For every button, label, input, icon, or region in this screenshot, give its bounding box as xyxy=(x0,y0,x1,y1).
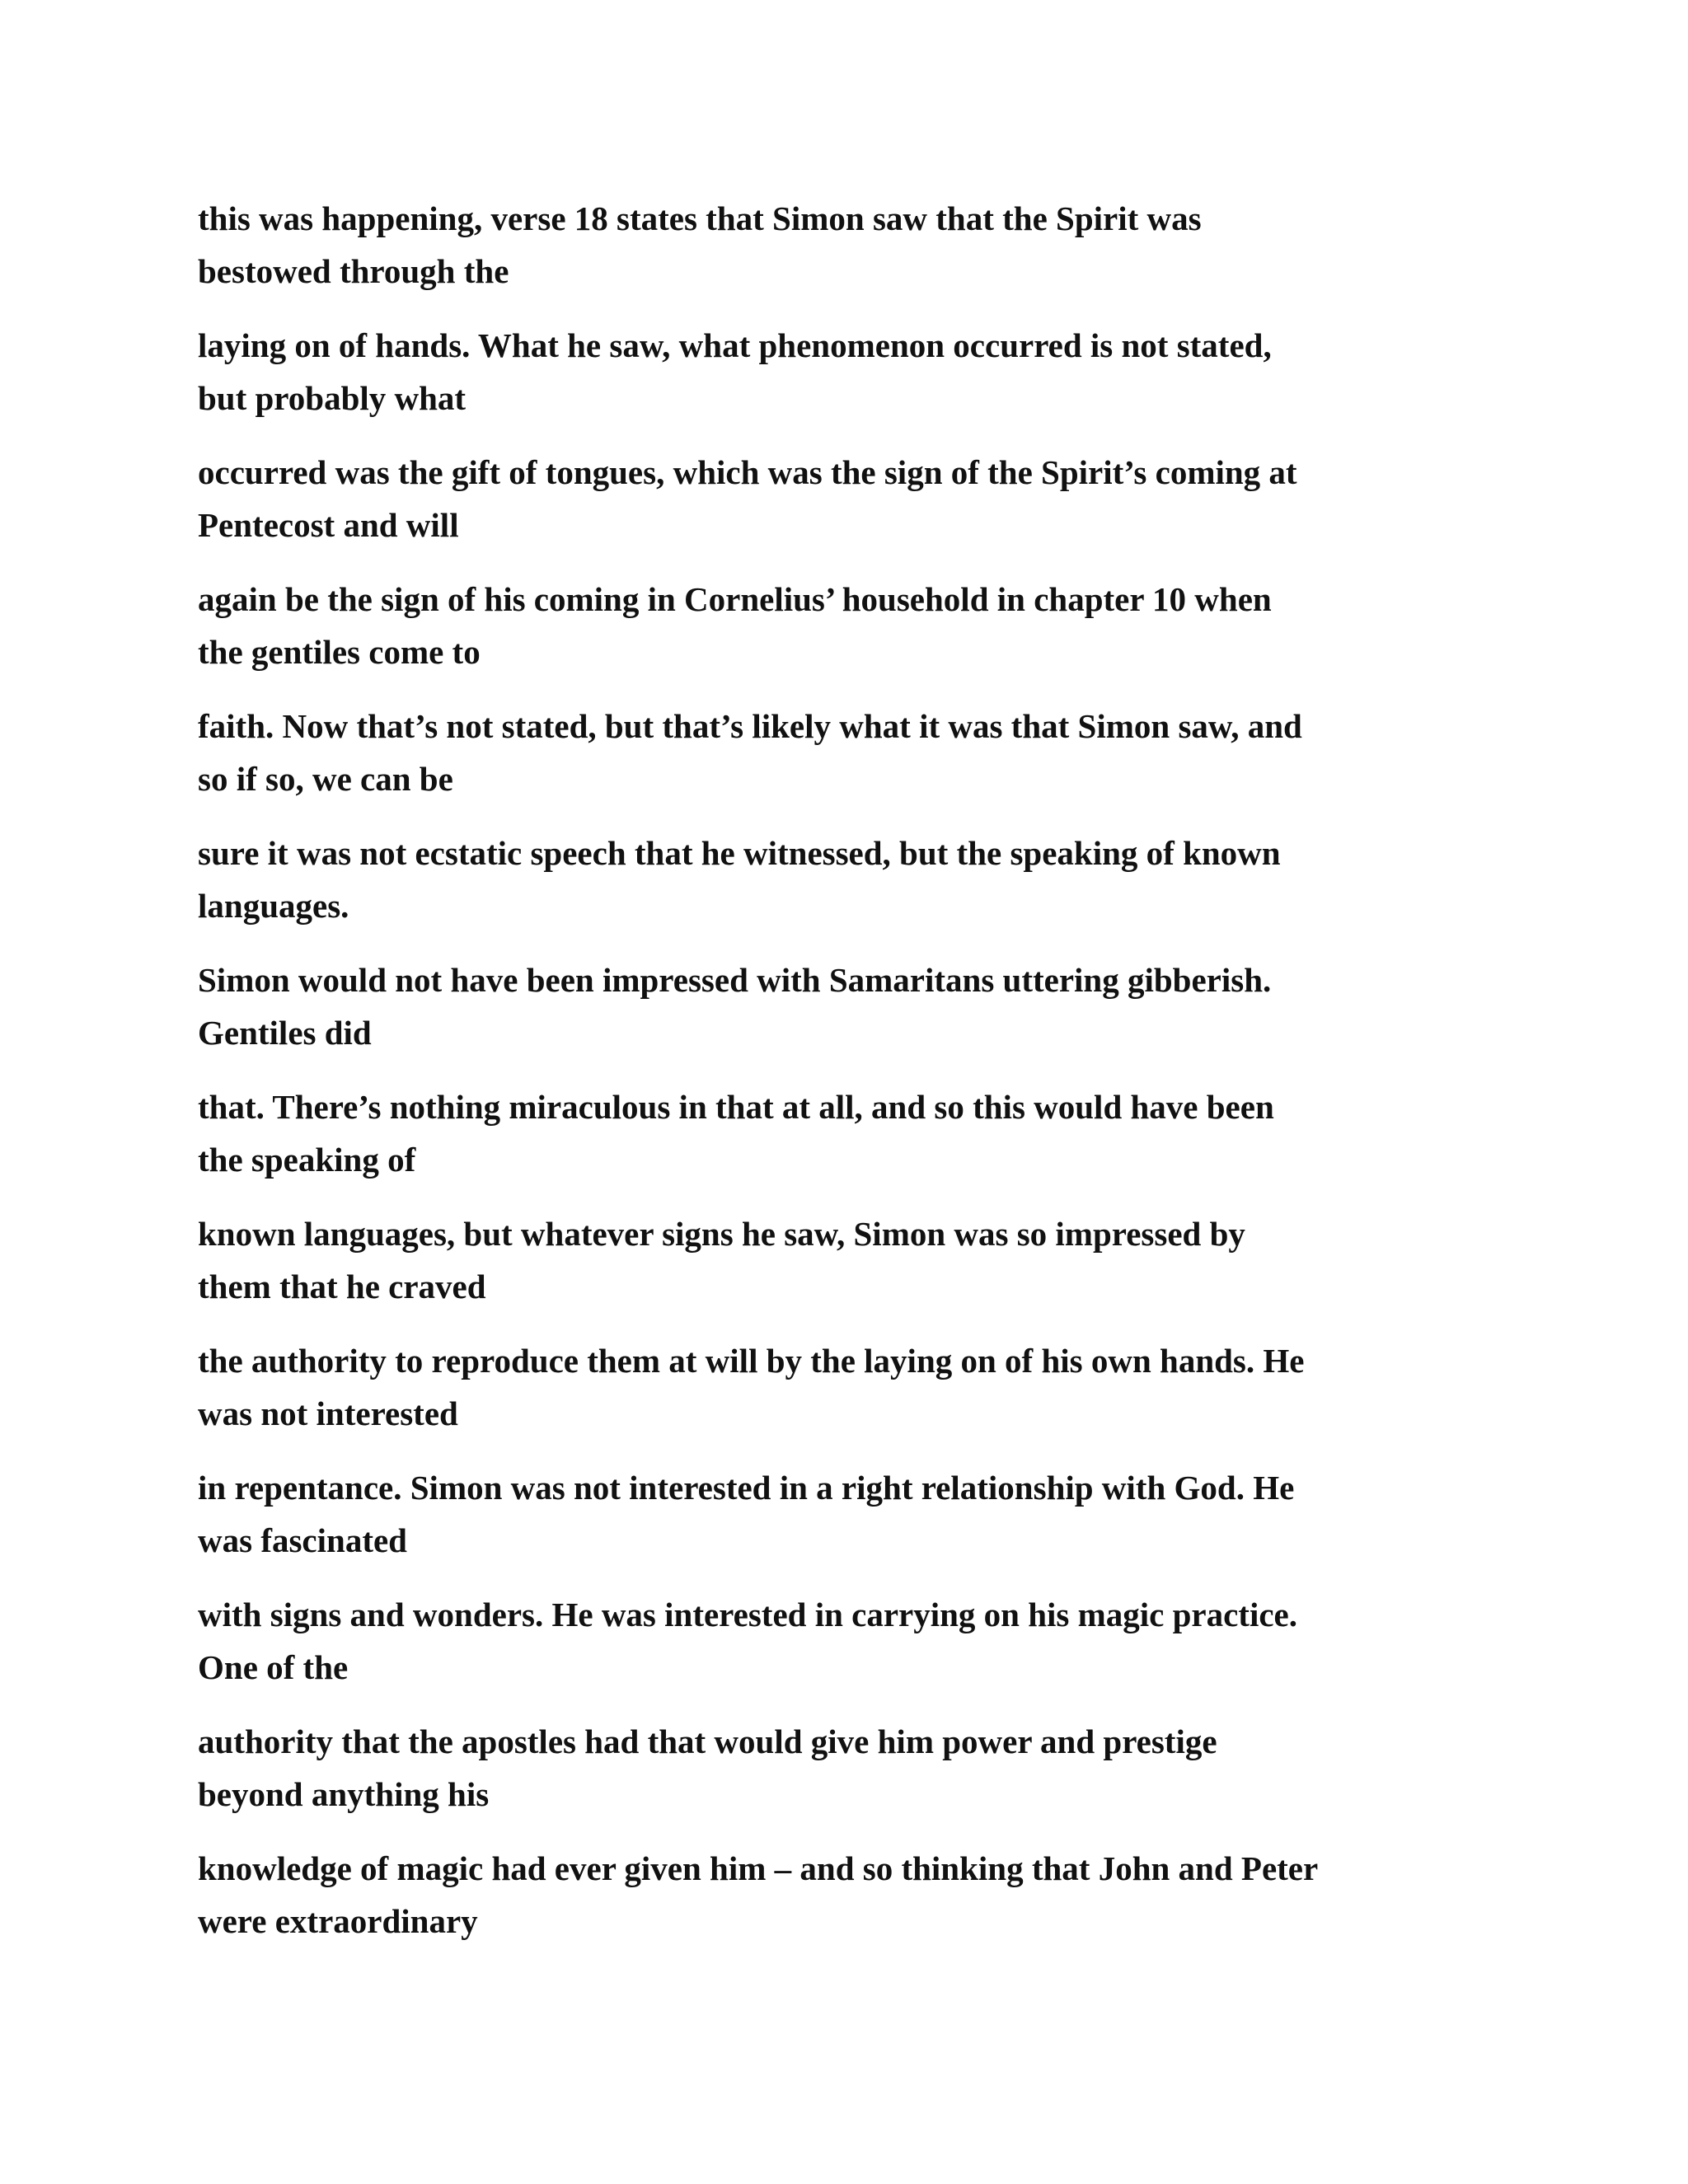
paragraph xyxy=(198,446,1508,551)
text-line: was not interested xyxy=(198,1394,458,1432)
text-line: Pentecost and will xyxy=(198,506,459,544)
text-line: so if so, we can be xyxy=(198,760,453,798)
text-line: again be the sign of his coming in Cornelius’ household in chapter 10 when xyxy=(198,580,1272,618)
text-line: but probably what xyxy=(198,379,467,417)
text-line: them that he craved xyxy=(198,1268,486,1305)
text-line: languages. xyxy=(198,887,349,925)
paragraph xyxy=(198,1842,1508,1947)
paragraph xyxy=(198,1207,1508,1313)
text-line: occurred was the gift of tongues, which was the sign of the Spirit’s coming at xyxy=(198,453,1297,491)
text-line: were extraordinary xyxy=(198,1902,478,1940)
text-line: knowledge of magic had ever given him – and so thinking that John and Peter xyxy=(198,1849,1319,1887)
text-line: beyond anything his xyxy=(198,1775,490,1813)
text-line: was fascinated xyxy=(198,1521,407,1559)
text-line: in repentance. Simon was not interested in a right relationship with God. He xyxy=(198,1469,1295,1507)
paragraph xyxy=(198,1080,1508,1186)
paragraph xyxy=(198,573,1508,678)
paragraph xyxy=(198,1334,1508,1440)
paragraph xyxy=(198,192,1508,298)
paragraph xyxy=(198,1715,1508,1821)
text-line: the gentiles come to xyxy=(198,633,481,671)
paragraph xyxy=(198,1461,1508,1567)
text-line: that. There’s nothing miraculous in that at all, and so this would have been xyxy=(198,1088,1274,1126)
paragraph xyxy=(198,319,1508,424)
text-line: One of the xyxy=(198,1648,349,1686)
text-line: known languages, but whatever signs he saw, Simon was so impressed by xyxy=(198,1215,1245,1253)
text-line: Gentiles did xyxy=(198,1014,372,1052)
text-line: laying on of hands. What he saw, what phenomenon occurred is not stated, xyxy=(198,326,1272,364)
text-line: this was happening, verse 18 states that Simon saw that the Spirit was xyxy=(198,199,1202,237)
paragraph xyxy=(198,827,1508,932)
text-line: faith. Now that’s not stated, but that’s likely what it was that Simon saw, and xyxy=(198,707,1302,745)
text-line: with signs and wonders. He was interested in carrying on his magic practice. xyxy=(198,1596,1298,1633)
text-line: authority that the apostles had that would give him power and prestige xyxy=(198,1722,1217,1760)
paragraph xyxy=(198,954,1508,1059)
paragraph xyxy=(198,700,1508,805)
text-line: Simon would not have been impressed with Samaritans uttering gibberish. xyxy=(198,961,1272,999)
text-line: the authority to reproduce them at will by the laying on of his own hands. He xyxy=(198,1342,1305,1380)
paragraph xyxy=(198,1588,1508,1694)
text-line: the speaking of xyxy=(198,1141,416,1179)
text-line: bestowed through the xyxy=(198,252,509,290)
body-text xyxy=(198,192,1508,1969)
text-line: sure it was not ecstatic speech that he witnessed, but the speaking of known xyxy=(198,834,1281,872)
